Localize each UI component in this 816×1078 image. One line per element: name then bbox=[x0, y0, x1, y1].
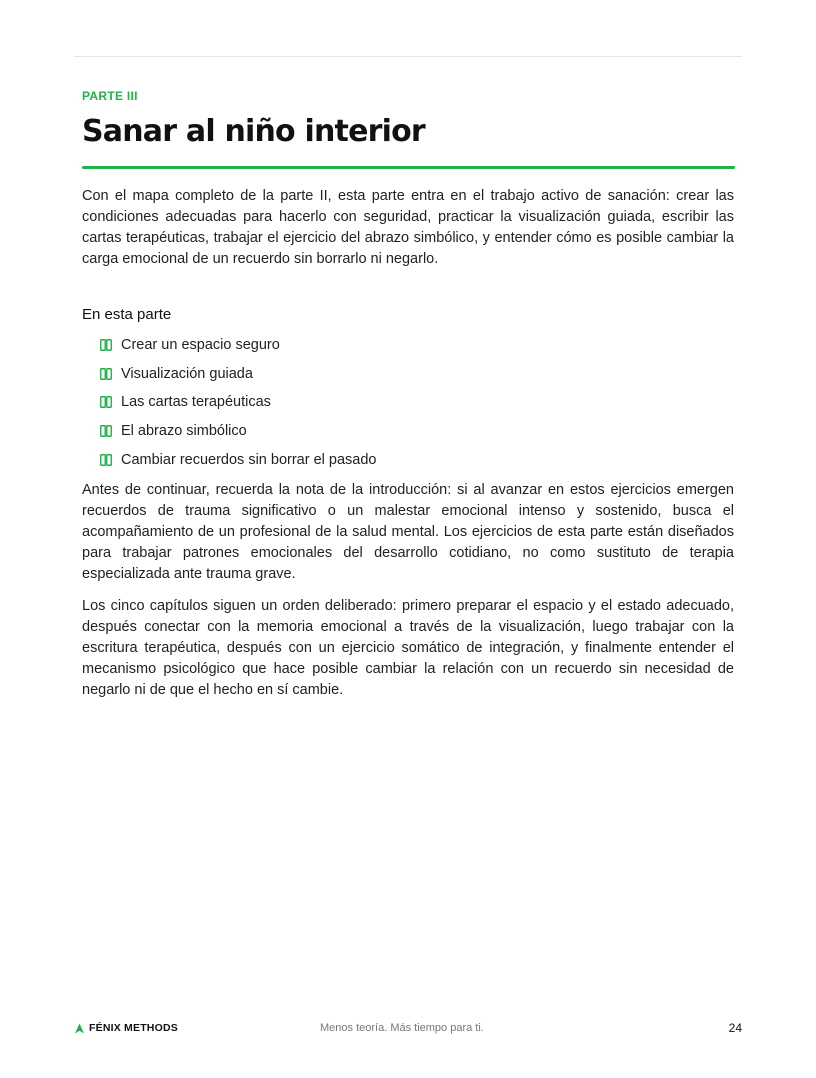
title-underline bbox=[82, 166, 735, 169]
topic-label: Las cartas terapéuticas bbox=[121, 394, 271, 411]
topic-item bbox=[100, 360, 734, 389]
topic-item bbox=[100, 388, 734, 417]
topic-label: Crear un espacio seguro bbox=[121, 337, 280, 354]
body-paragraph-3: Los cinco capítulos siguen un orden deliberado: primero preparar el espacio y el estado adecuado, después conectar con la memoria emocional a través de la visualización, luego trabajar con la escritura terapéutica, después con un ejercicio somático de integración, y finalmente entender el mecanismo psicológico que hace posible cambiar la relación con un recuerdo sin necesidad de negarlo ni de que el hecho en sí cambie. bbox=[82, 597, 734, 698]
body-paragraph-2: Antes de continuar, recuerda la nota de la introducción: si al avanzar en estos ejercicios emergen recuerdos de trauma significativo o un malestar emocional intenso y sostenido, busca el acompañamiento de un profesional de la salud mental. Los ejercicios de esta parte están diseñados para trabajar patrones emocionales del desarrollo cotidiano, no como sustituto de terapia especializada ante trauma grave. bbox=[82, 481, 734, 582]
topic-item bbox=[100, 445, 734, 474]
page-title: Sanar al niño interior bbox=[82, 114, 425, 149]
book-icon bbox=[100, 425, 112, 437]
topic-item bbox=[100, 417, 734, 446]
book-icon bbox=[100, 339, 112, 351]
page-footer bbox=[74, 1019, 742, 1039]
intro-paragraph: Con el mapa completo de la parte II, esta parte entra en el trabajo activo de sanación: crear las condiciones adecuadas para hacerlo con seguridad, practicar la visualización guiada, escribir las cartas terapéuticas, trabajar el ejercicio del abrazo simbólico, y entender cómo es posible cambiar la carga emocional de un recuerdo sin borrarlo ni negarlo. bbox=[82, 188, 734, 267]
book-icon bbox=[100, 454, 112, 466]
phoenix-logo-icon bbox=[74, 1023, 85, 1034]
page-number: 24 bbox=[728, 1021, 742, 1035]
topic-label: Cambiar recuerdos sin borrar el pasado bbox=[121, 451, 377, 468]
topic-label: El abrazo simbólico bbox=[121, 423, 247, 440]
book-icon bbox=[100, 368, 112, 380]
topic-item bbox=[100, 331, 734, 360]
brand bbox=[74, 1022, 178, 1034]
footer-tagline: Menos teoría. Más tiempo para ti. bbox=[320, 1022, 484, 1034]
book-icon bbox=[100, 396, 112, 408]
part-label: PARTE III bbox=[82, 89, 138, 103]
top-divider bbox=[74, 56, 742, 57]
topic-label: Visualización guiada bbox=[121, 365, 253, 382]
brand-name: FÉNIX METHODS bbox=[89, 1022, 178, 1034]
topics-list bbox=[100, 331, 734, 474]
page-content bbox=[82, 88, 734, 701]
section-heading: En esta parte bbox=[82, 306, 172, 323]
